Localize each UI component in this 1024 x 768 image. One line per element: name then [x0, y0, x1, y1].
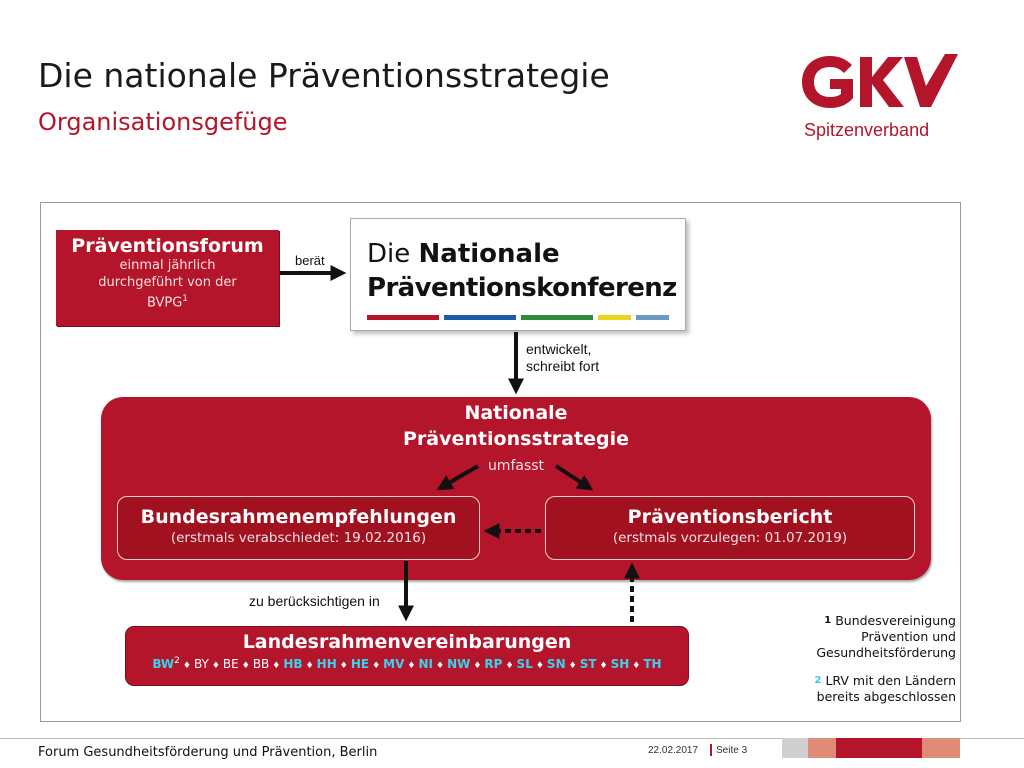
logo-text: Spitzenverband	[804, 120, 930, 140]
footnote-1-line1: Bundesvereinigung	[835, 613, 956, 628]
footnote-1-line2: Prävention und	[861, 629, 956, 644]
footer-event: Forum Gesundheitsförderung und Prävention, Berlin	[38, 745, 378, 760]
konferenz-line1	[367, 239, 560, 269]
node-praeventionsbericht	[545, 496, 915, 560]
footnote-1-line3: Gesundheitsförderung	[816, 645, 956, 660]
label-zu-beruecksichtigen: zu berücksichtigen in	[249, 593, 380, 609]
state-he: HE	[350, 657, 370, 671]
konferenz-bar-yellow	[598, 315, 631, 320]
footnote-2	[814, 673, 956, 705]
state-separator: ♦	[407, 661, 416, 671]
footer-block-4	[922, 738, 960, 758]
footnote-2-line1: LRV mit den Ländern	[825, 673, 956, 688]
state-sh: SH	[610, 657, 630, 671]
node-landesrahmenvereinbarungen	[125, 626, 689, 686]
footer-block-3	[836, 738, 922, 758]
landes-states	[126, 656, 688, 671]
bericht-title: Präventionsbericht	[627, 506, 833, 528]
state-be: BE	[222, 657, 239, 671]
state-separator: ♦	[505, 661, 514, 671]
konferenz-bar-steel	[636, 315, 669, 320]
node-bundesrahmenempfehlungen	[117, 496, 480, 560]
footer-block-2	[808, 738, 836, 758]
state-separator: ♦	[339, 661, 348, 671]
strategie-umfasst: umfasst	[487, 458, 545, 474]
forum-line2: durchgeführt von der	[98, 275, 237, 290]
forum-line3-wrap	[56, 291, 279, 311]
state-separator: ♦	[241, 661, 250, 671]
footer-page: Seite 3	[716, 745, 748, 756]
page-subtitle: Organisationsgefüge	[38, 108, 288, 136]
state-mv: MV	[383, 657, 405, 671]
node-nationale-praeventionskonferenz	[350, 218, 686, 331]
state-separator: ♦	[211, 661, 220, 671]
footnote-1	[816, 613, 956, 661]
bericht-sub: (erstmals vorzulegen: 01.07.2019)	[612, 530, 848, 546]
footnote-1-line1-wrap	[816, 613, 956, 629]
state-separator: ♦	[182, 661, 191, 671]
footnote-1-mark: 1	[824, 615, 832, 626]
state-footnote-mark: 2	[174, 656, 180, 666]
node-praeventionsforum	[56, 230, 279, 326]
state-rp: RP	[484, 657, 503, 671]
state-separator: ♦	[632, 661, 641, 671]
state-nw: NW	[447, 657, 471, 671]
state-hb: HB	[283, 657, 303, 671]
state-separator: ♦	[305, 661, 314, 671]
landes-title: Landesrahmenvereinbarungen	[242, 631, 572, 653]
konferenz-bar-red	[367, 315, 439, 320]
state-separator: ♦	[599, 661, 608, 671]
state-separator: ♦	[473, 661, 482, 671]
label-beraet: berät	[295, 253, 325, 268]
konferenz-bar-blue	[444, 315, 516, 320]
state-separator: ♦	[435, 661, 445, 671]
state-st: ST	[579, 657, 597, 671]
footnote-2-mark: 2	[814, 675, 822, 686]
footnote-2-line1-wrap	[814, 673, 956, 689]
strategie-title1: Nationale	[464, 402, 568, 424]
state-th: TH	[643, 657, 662, 671]
state-sn: SN	[546, 657, 566, 671]
footnote-2-line2: bereits abgeschlossen	[816, 689, 956, 704]
state-separator: ♦	[372, 661, 381, 671]
forum-footnote-mark: 1	[182, 294, 189, 304]
bundesrahmen-title: Bundesrahmenempfehlungen	[140, 506, 457, 528]
bundesrahmen-sub: (erstmals verabschiedet: 19.02.2016)	[170, 530, 427, 546]
state-hh: HH	[316, 657, 337, 671]
forum-title: Präventionsforum	[71, 235, 264, 257]
konferenz-line2: Präventionskonferenz	[367, 273, 677, 303]
footer-block-1	[782, 738, 808, 758]
state-separator: ♦	[272, 661, 281, 671]
page-title: Die nationale Präventionsstrategie	[38, 56, 610, 95]
forum-line3: BVPG	[146, 295, 183, 311]
state-by: BY	[193, 657, 209, 671]
state-separator: ♦	[535, 661, 544, 671]
state-separator: ♦	[568, 661, 577, 671]
footer-date: 22.02.2017	[648, 745, 699, 756]
state-ni: NI	[418, 657, 433, 671]
state-bb: BB	[252, 657, 270, 671]
state-bw: BW	[152, 657, 175, 671]
footer-separator	[710, 744, 712, 756]
konferenz-line1-bold: Nationale	[418, 239, 560, 269]
state-sl: SL	[516, 657, 533, 671]
konferenz-line1-prefix: Die	[367, 239, 419, 269]
konferenz-bar-green	[521, 315, 593, 320]
strategie-title2: Präventionsstrategie	[403, 428, 629, 450]
label-entwickelt: entwickelt,	[526, 341, 592, 357]
label-schreibt-fort: schreibt fort	[526, 358, 600, 374]
forum-line1: einmal jährlich	[119, 258, 216, 273]
